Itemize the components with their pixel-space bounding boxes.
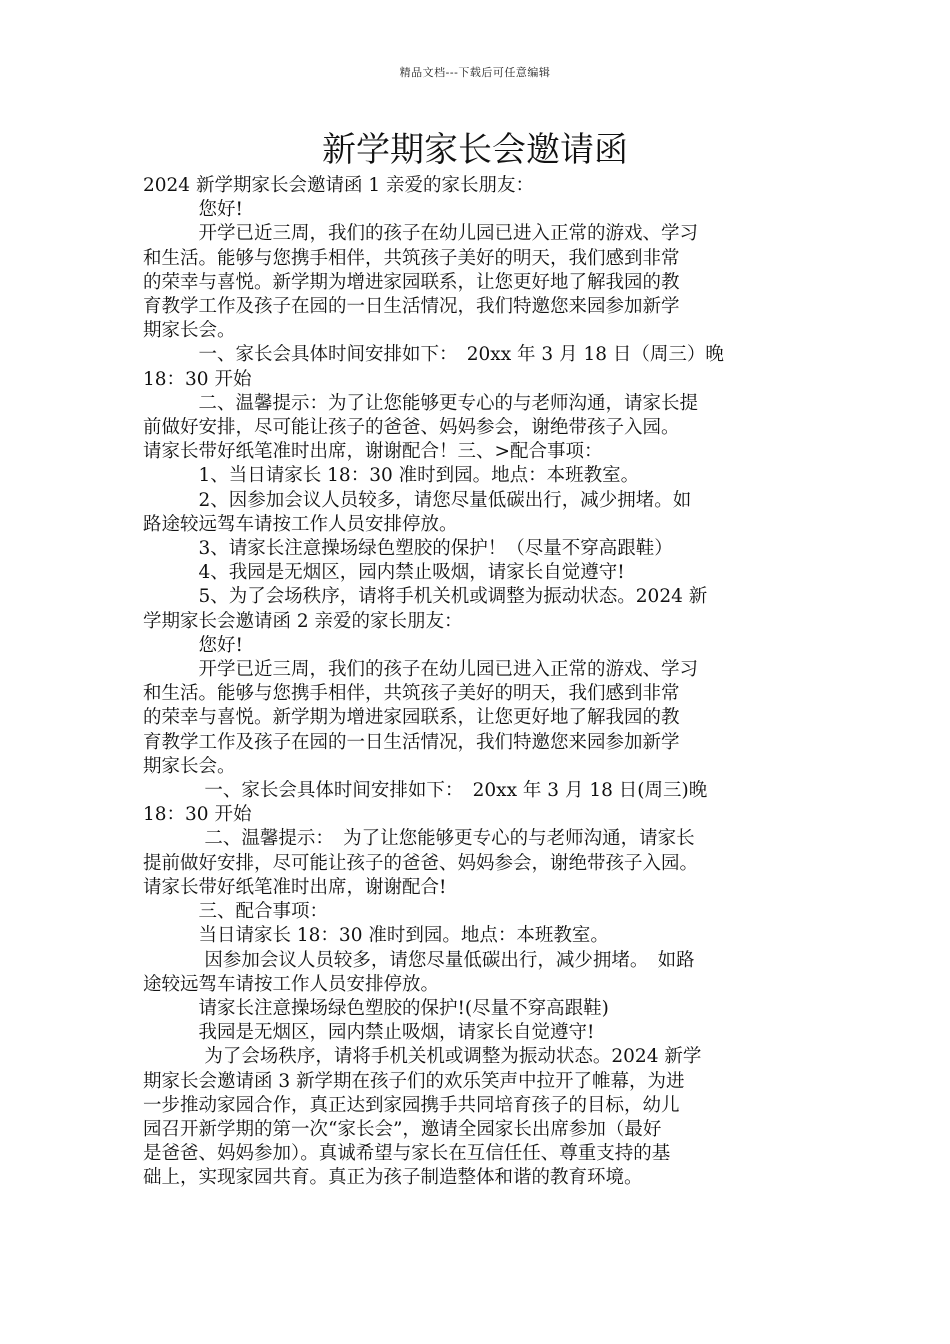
text-line: 和生活。能够与您携手相伴，共筑孩子美好的明天，我们感到非常 <box>143 247 680 269</box>
document-title: 新学期家长会邀请函 <box>322 130 628 170</box>
text-line: 开学已近三周，我们的孩子在幼儿园已进入正常的游戏、学习 <box>143 659 699 681</box>
text-line: 4、我园是无烟区，园内禁止吸烟，请家长自觉遵守! <box>143 562 625 584</box>
text-line: 和生活。能够与您携手相伴，共筑孩子美好的明天，我们感到非常 <box>143 683 680 705</box>
text-line: 二、温馨提示：为了让您能够更专心的与老师沟通，请家长提 <box>143 392 699 414</box>
text-line: 础上，实现家园共育。真正为孩子制造整体和谐的教育环境。 <box>143 1167 643 1189</box>
text-line: 请家长带好纸笔准时出席，谢谢配合！三、>配合事项： <box>143 441 603 463</box>
text-line: 我园是无烟区，园内禁止吸烟，请家长自觉遵守! <box>143 1022 595 1044</box>
text-line: 前做好安排，尽可能让孩子的爸爸、妈妈参会，谢绝带孩子入园。 <box>143 417 680 439</box>
text-line: 因参加会议人员较多，请您尽量低碳出行，减少拥堵。 如路 <box>143 949 695 971</box>
text-line: 一步推动家园合作，真正达到家园携手共同培育孩子的目标，幼儿 <box>143 1094 680 1116</box>
header-note: 精品文档---下载后可任意编辑 <box>399 66 551 79</box>
text-line: 期家长会。 <box>143 320 236 342</box>
text-line: 您好! <box>143 199 243 221</box>
text-line: 是爸爸、妈妈参加）。真诚希望与家长在互信任任、尊重支持的基 <box>143 1143 671 1165</box>
text-line: 期家长会邀请函 3 新学期在孩子们的欢乐笑声中拉开了帷幕，为进 <box>143 1070 685 1092</box>
text-line: 3、请家长注意操场绿色塑胶的保护！（尽量不穿高跟鞋） <box>143 538 673 560</box>
text-line: 育教学工作及孩子在园的一日生活情况，我们特邀您来园参加新学 <box>143 731 680 753</box>
text-line: 的荣幸与喜悦。新学期为增进家园联系，让您更好地了解我园的教 <box>143 271 680 293</box>
text-line: 18：30 开始 <box>143 804 252 826</box>
text-line: 5、为了会场秩序，请将手机关机或调整为振动状态。2024 新 <box>143 586 708 608</box>
text-line: 18：30 开始 <box>143 368 252 390</box>
text-line: 园召开新学期的第一次“家长会”，邀请全园家长出席参加（最好 <box>143 1118 662 1140</box>
text-line: 请家长注意操场绿色塑胶的保护!(尽量不穿高跟鞋) <box>143 997 609 1019</box>
text-line: 途较远驾车请按工作人员安排停放。 <box>143 973 440 995</box>
text-line: 2024 新学期家长会邀请函 1 亲爱的家长朋友： <box>143 175 534 196</box>
text-line: 您好! <box>143 634 243 656</box>
text-line: 一、家长会具体时间安排如下： 20xx 年 3 月 18 日（周三）晚 <box>143 344 724 366</box>
text-line: 的荣幸与喜悦。新学期为增进家园联系，让您更好地了解我园的教 <box>143 707 680 729</box>
text-line: 一、家长会具体时间安排如下： 20xx 年 3 月 18 日(周三)晚 <box>143 780 708 802</box>
text-line: 2、因参加会议人员较多，请您尽量低碳出行，减少拥堵。如 <box>143 489 692 511</box>
text-line: 请家长带好纸笔准时出席，谢谢配合! <box>143 876 447 898</box>
text-line: 育教学工作及孩子在园的一日生活情况，我们特邀您来园参加新学 <box>143 296 680 318</box>
text-line: 提前做好安排，尽可能让孩子的爸爸、妈妈参会，谢绝带孩子入园。 <box>143 852 699 874</box>
text-line: 三、配合事项： <box>143 901 329 923</box>
text-line: 学期家长会邀请函 2 亲爱的家长朋友： <box>143 610 463 632</box>
text-line: 开学已近三周，我们的孩子在幼儿园已进入正常的游戏、学习 <box>143 223 699 245</box>
text-line: 1、当日请家长 18：30 准时到园。地点：本班教室。 <box>143 465 640 487</box>
text-line: 为了会场秩序，请将手机关机或调整为振动状态。2024 新学 <box>143 1046 702 1068</box>
text-line: 路途较远驾车请按工作人员安排停放。 <box>143 513 458 535</box>
text-line: 当日请家长 18：30 准时到园。地点：本班教室。 <box>143 925 609 947</box>
document-body <box>143 174 815 1191</box>
text-line: 期家长会。 <box>143 755 236 777</box>
text-line: 二、温馨提示： 为了让您能够更专心的与老师沟通，请家长 <box>143 828 695 850</box>
